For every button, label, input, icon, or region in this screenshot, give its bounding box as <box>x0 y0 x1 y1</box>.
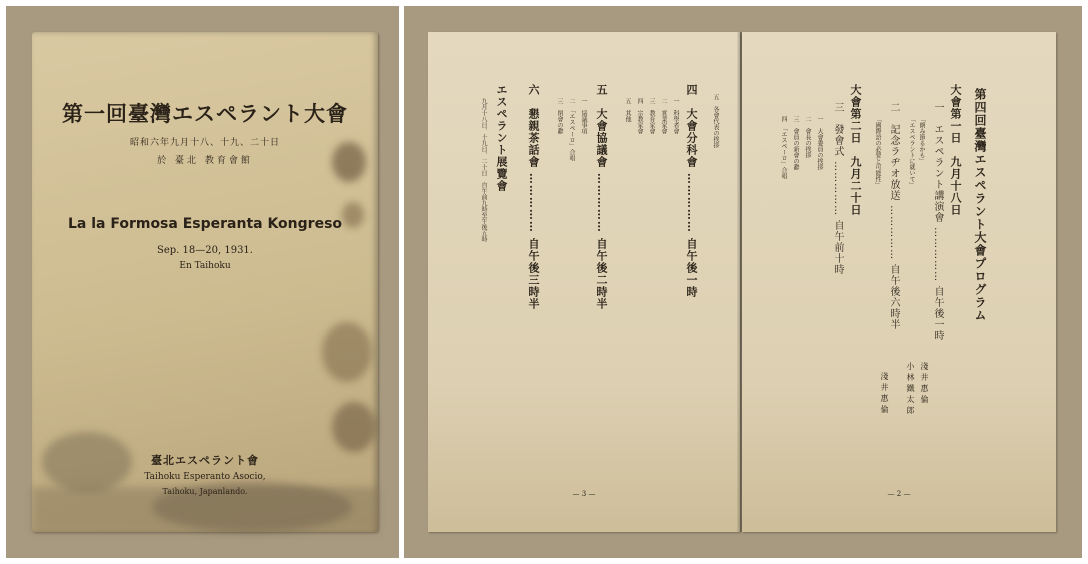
cover-place-esperanto: En Taihoku <box>179 261 231 271</box>
program-item-5-sub-1: 一 協議事項 <box>580 98 587 134</box>
program-item-1-topic-a: 「朗み節るかも」 <box>918 116 925 164</box>
program-heading: 第四回臺灣エスペラント大會プログラム <box>973 88 987 322</box>
program-speaker-3: 淺井惠倫 <box>880 372 889 416</box>
program-item-3-sub-2: 二 會長の挨拶 <box>804 116 811 158</box>
cover-title-japanese: 第一回臺灣エスペラント大會 <box>62 101 348 126</box>
program-item-4: 四 大會分科會 …………… 自午後一時 <box>685 84 698 298</box>
program-item-7: エスペラント展覽會 <box>495 84 508 192</box>
page-number-3: — 3 — <box>572 490 596 498</box>
program-item-4-sub-2: 二 實業家會 <box>660 98 667 134</box>
cover-venue-japanese: 於 臺北 教育會館 <box>157 156 253 166</box>
program-speaker-2: 小林鐵太郎 <box>906 362 915 417</box>
program-item-6: 六 懇親茶話會 …………… 自午後三時半 <box>527 84 540 310</box>
cover-scan <box>6 6 399 558</box>
program-item-7-time: 九月十八日、十九日、二十日 自午前九時至午後五時 <box>480 98 487 242</box>
program-item-4-sub-5: 五 其他 <box>624 98 631 122</box>
program-item-3: 三 發會式 …………… 自午前十時 <box>832 102 843 276</box>
page-number-2: — 2 — <box>887 490 911 498</box>
program-item-1-topic-b: 「エスペラントに就いて」 <box>908 116 915 188</box>
program-item-4-sub-1: 一 科學者會 <box>672 98 679 134</box>
program-item-5-sub-3: 三 閉會の辭 <box>556 98 563 134</box>
program-item-3-sub-4: 四 「エスペーロ」合唱 <box>780 116 787 179</box>
program-item-2: 二 記念ラヂオ放送 …………… 自午後六時半 <box>888 102 899 331</box>
cover-publisher-japanese: 臺北エスペラント會 <box>151 454 259 467</box>
booklet-cover <box>32 32 378 532</box>
program-item-2-topic: 「國際語の必要と可能性」 <box>874 116 881 188</box>
cover-date-japanese: 昭和六年九月十八、十九、二十日 <box>129 138 280 148</box>
program-item-4-greeting: 五 各會代表の挨拶 <box>712 94 719 148</box>
program-page-3 <box>428 32 740 532</box>
program-day-1: 大會第一日 九月十八日 <box>949 84 962 216</box>
cover-publisher-city: Taihoku, Japanlando. <box>162 487 248 496</box>
program-speaker-1: 淺井惠倫 <box>920 362 929 406</box>
cover-date-esperanto: Sep. 18—20, 1931. <box>157 245 253 256</box>
program-item-3-sub-1: 一 大會委員の挨拶 <box>816 116 823 170</box>
cover-publisher-esperanto: Taihoku Esperanto Asocio, <box>144 472 266 482</box>
program-item-4-sub-3: 三 教育家會 <box>648 98 655 134</box>
program-item-5-sub-2: 二 「エスペーロ」合唱 <box>568 98 575 161</box>
program-scan <box>404 6 1082 558</box>
program-item-1: 一 エスペラント講演會 …………… 自午後一時 <box>932 102 943 342</box>
program-day-2: 大會第二日 九月二十日 <box>849 84 862 216</box>
program-item-3-sub-3: 三 會員の新會の辭 <box>792 116 799 170</box>
program-page-2 <box>742 32 1056 532</box>
cover-title-esperanto: La la Formosa Esperanta Kongreso <box>67 216 343 232</box>
program-item-4-sub-4: 四 宗教家會 <box>636 98 643 134</box>
program-item-5: 五 大會協議會 …………… 自午後二時半 <box>595 84 608 310</box>
